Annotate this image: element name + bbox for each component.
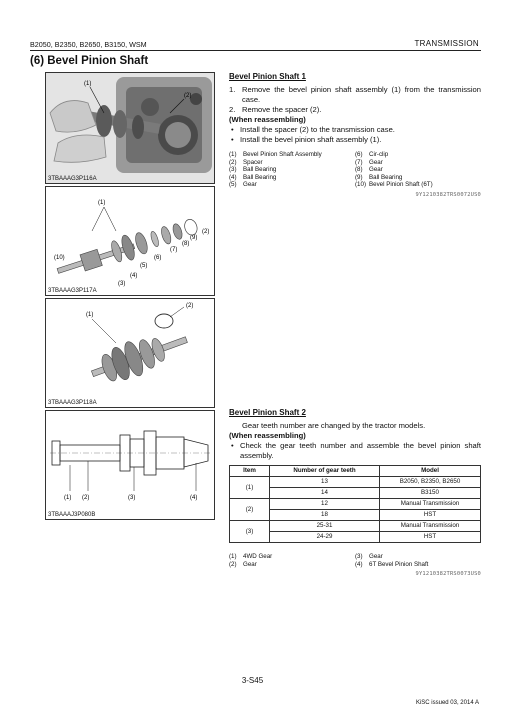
legend-number: (4) [229, 173, 237, 181]
figure-4-illustration [46, 411, 214, 519]
legend-label: Bevel Pinion Shaft (6T) [369, 181, 433, 189]
header-section: TRANSMISSION [414, 39, 479, 48]
figure-1-callout-1: (1) [84, 81, 92, 87]
table-header-row [230, 466, 481, 477]
figure-4-shaft-drawing [45, 410, 215, 520]
figure-4-callout-1: (1) [64, 495, 72, 501]
shaft1-step-2 [229, 105, 481, 115]
shaft1-bullet-1 [229, 125, 481, 135]
legend-number: (1) [229, 553, 237, 560]
legend-label: Gear [369, 553, 383, 560]
legend-label: Gear [369, 158, 383, 166]
gear-teeth-table [229, 465, 481, 543]
legend-label: Gear [369, 166, 383, 174]
figure-2-callout-4: (4) [130, 273, 138, 279]
figure-4-callout-3: (3) [128, 495, 136, 501]
figure-4-caption: 3TBAAAJ3P080B [48, 512, 96, 518]
shaft2-reassembly-heading: (When reassembling) [229, 431, 306, 440]
figure-4-callout-2: (2) [82, 495, 90, 501]
legend-number: (4) [355, 560, 363, 568]
step-number: 2. [229, 105, 236, 114]
figure-2-callout-6: (6) [154, 255, 162, 261]
figure-2-callout-10: (10) [54, 255, 65, 261]
figure-2-callout-3: (3) [118, 281, 126, 287]
header-rule [30, 50, 481, 51]
figure-2-illustration [46, 187, 214, 295]
bullet-text: Install the spacer (2) to the transmission case. [240, 125, 395, 134]
legend-item [355, 181, 481, 189]
bullet-text: Install the bevel pinion shaft assembly (1). [240, 135, 382, 144]
legend-label: Spacer [243, 158, 263, 166]
legend-item [229, 151, 355, 159]
legend-item [229, 181, 355, 189]
cell-teeth: 25-31 [270, 521, 380, 532]
legend-item [355, 553, 481, 561]
shaft2-parts-legend [229, 553, 481, 568]
legend-number: (3) [355, 553, 363, 560]
step-text: Remove the spacer (2). [242, 105, 322, 114]
cell-teeth: 24-29 [270, 532, 380, 543]
section-title: (6) Bevel Pinion Shaft [30, 55, 149, 67]
legend-label: Gear [243, 181, 257, 189]
cell-model: HST [380, 510, 481, 521]
legend-number: (2) [229, 560, 237, 568]
legend-item [229, 174, 355, 182]
shaft1-parts-legend [229, 151, 481, 189]
legend-item [229, 561, 355, 569]
legend-item [355, 159, 481, 167]
legend-number: (2) [229, 158, 237, 166]
figure-4-callout-4: (4) [190, 495, 198, 501]
legend-item [229, 166, 355, 174]
bullet-dot: • [231, 135, 234, 144]
legend-label: Ball Bearing [243, 166, 277, 174]
legend-number: (6) [355, 151, 363, 158]
figure-1-callout-2: (2) [184, 93, 192, 99]
cell-item: (2) [230, 499, 270, 521]
cell-model: B3150 [380, 488, 481, 499]
figure-2-callout-5: (5) [140, 263, 148, 269]
figure-1-photo [45, 72, 215, 184]
cell-teeth: 18 [270, 510, 380, 521]
figure-2-caption: 3TBAAAG3P117A [48, 288, 97, 294]
shaft1-doc-code: 9Y1210382TRS0072US0 [415, 191, 481, 198]
cell-model: Manual Transmission [380, 521, 481, 532]
bullet-text: Check the gear teeth number and assemble the bevel pinion shaft assembly. [240, 441, 481, 460]
legend-label: Bevel Pinion Shaft Assembly [243, 151, 322, 158]
legend-item [229, 553, 355, 561]
figure-1-caption: 3TBAAAG3P116A [48, 176, 97, 182]
figure-3-illustration [46, 299, 214, 407]
shaft2-heading: Bevel Pinion Shaft 2 [229, 408, 306, 417]
shaft1-step-1 [229, 85, 481, 105]
legend-number: (7) [355, 158, 363, 166]
figure-2-callout-2: (2) [202, 229, 210, 235]
step-number: 1. [229, 85, 236, 94]
legend-item [355, 561, 481, 569]
figure-2-callout-9: (9) [190, 235, 198, 241]
column-header-teeth: Number of gear teeth [270, 466, 380, 477]
cell-teeth: 13 [270, 477, 380, 488]
legend-label: 4WD Gear [243, 553, 273, 560]
figure-1-illustration [46, 73, 214, 183]
step-text: Remove the bevel pinion shaft assembly (1) from the transmission case. [242, 85, 481, 104]
legend-number: (5) [229, 181, 237, 189]
figure-2-exploded-view [45, 186, 215, 296]
figure-2-callout-8: (8) [182, 241, 190, 247]
header-models: B2050, B2350, B2650, B3150, WSM [30, 40, 147, 49]
bullet-dot: • [231, 125, 234, 134]
cell-model: B2050, B2350, B2650 [380, 477, 481, 488]
figure-3-callout-1: (1) [86, 312, 94, 318]
cell-teeth: 12 [270, 499, 380, 510]
legend-number: (1) [229, 151, 237, 158]
legend-item [229, 159, 355, 167]
cell-model: HST [380, 532, 481, 543]
footer-issue: KiSC issued 03, 2014 A [415, 700, 479, 706]
legend-item [355, 166, 481, 174]
table-row [230, 499, 481, 510]
figure-2-callout-1: (1) [98, 200, 106, 206]
cell-model: Manual Transmission [380, 499, 481, 510]
figure-2-callout-7: (7) [170, 247, 178, 253]
cell-item: (1) [230, 477, 270, 499]
legend-number: (3) [229, 166, 237, 174]
shaft2-doc-code: 9Y1210382TRS0073US0 [415, 571, 481, 578]
figure-3-callout-2: (2) [186, 303, 194, 309]
shaft1-bullet-2 [229, 135, 481, 145]
legend-number: (9) [355, 173, 363, 181]
legend-label: Gear [243, 560, 257, 568]
figure-3-caption: 3TBAAAG3P118A [48, 400, 97, 406]
shaft2-bullet-1 [229, 441, 481, 461]
legend-label: Ball Bearing [243, 173, 277, 181]
shaft2-intro: Gear teeth number are changed by the tractor models. [242, 421, 426, 430]
column-header-item: Item [230, 466, 270, 477]
bullet-dot: • [231, 441, 234, 450]
legend-number: (8) [355, 166, 363, 174]
cell-teeth: 14 [270, 488, 380, 499]
legend-label: 6T Bevel Pinion Shaft [369, 560, 429, 568]
cell-item: (3) [230, 521, 270, 543]
legend-label: Cir-clip [369, 151, 389, 158]
shaft2-section [229, 408, 481, 579]
figure-3-assembly [45, 298, 215, 408]
legend-item [355, 151, 481, 159]
page-number: 3-S45 [241, 676, 264, 685]
table-row [230, 477, 481, 488]
shaft1-section [229, 72, 481, 200]
shaft1-reassembly-heading: (When reassembling) [229, 115, 306, 124]
shaft1-heading: Bevel Pinion Shaft 1 [229, 72, 306, 81]
table-row [230, 521, 481, 532]
legend-label: Ball Bearing [369, 173, 403, 181]
column-header-model: Model [380, 466, 481, 477]
legend-item [355, 174, 481, 182]
legend-number: (10) [355, 181, 367, 189]
